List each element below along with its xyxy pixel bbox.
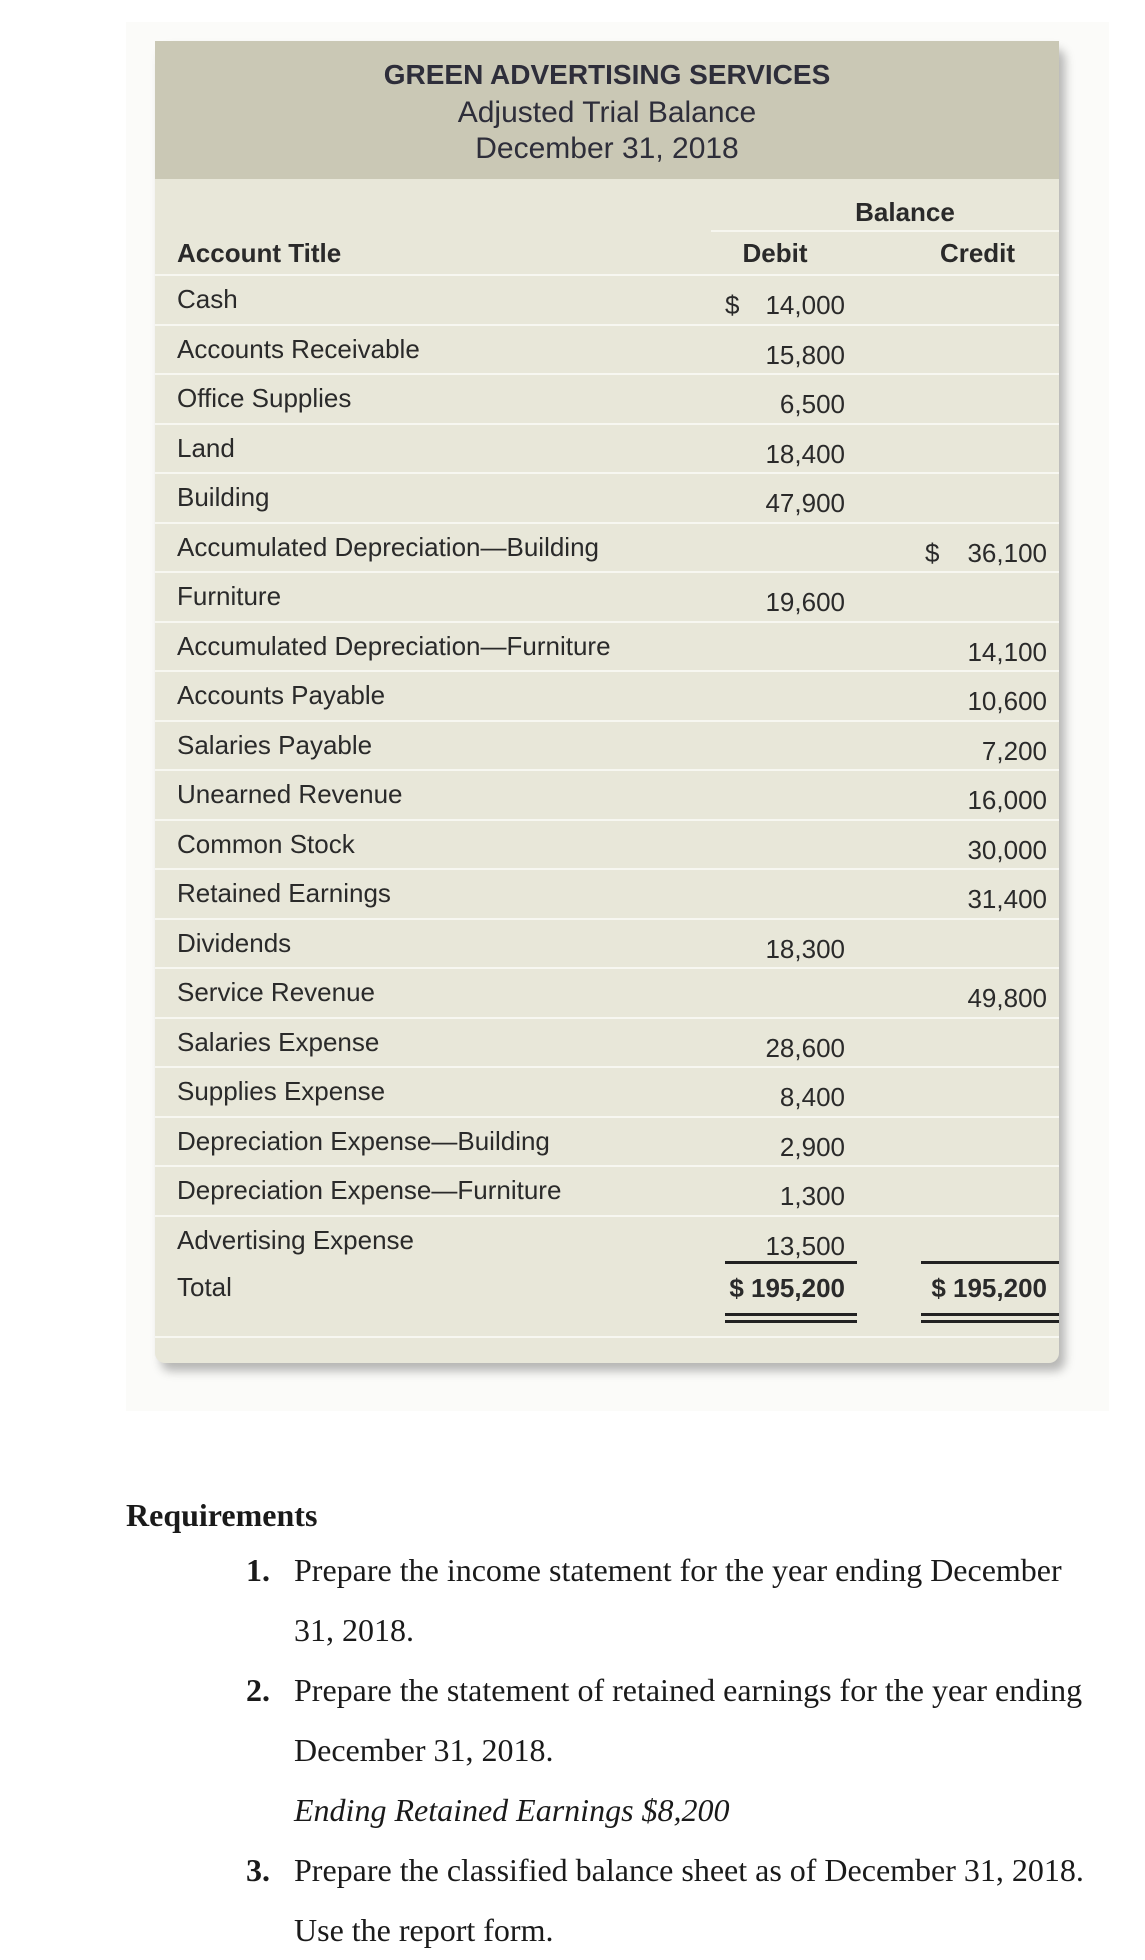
account-title: Advertising Expense <box>177 1224 415 1255</box>
credit-amount: 31,400 <box>967 884 1047 914</box>
credit-double-underline <box>921 1313 1059 1316</box>
account-title: Accumulated Depreciation—Building <box>177 531 600 562</box>
debit-amount: 19,600 <box>765 587 845 617</box>
table-row <box>155 274 1059 324</box>
total-credit: $ 195,200 <box>931 1273 1047 1303</box>
credit-amount: 49,800 <box>967 983 1047 1013</box>
account-title: Salaries Expense <box>177 1026 380 1057</box>
company-name: GREEN ADVERTISING SERVICES <box>383 59 831 90</box>
account-title: Supplies Expense <box>177 1076 386 1106</box>
table-row <box>155 423 1059 473</box>
table-row <box>155 967 1059 1017</box>
debit-amount: 15,800 <box>765 339 845 370</box>
table-row <box>155 918 1059 968</box>
table-row <box>155 670 1059 720</box>
account-title: Accounts Receivable <box>177 333 420 364</box>
statement-header <box>155 41 1059 179</box>
account-title: Depreciation Expense—Building <box>177 1125 550 1156</box>
credit-header: Credit <box>939 238 1016 268</box>
account-title: Office Supplies <box>177 383 352 413</box>
account-title: Salaries Payable <box>177 729 373 760</box>
requirement-text: Prepare the classified balance sheet as of December 31, 2018. Use the report form. <box>294 1852 1084 1948</box>
table-row <box>155 373 1059 423</box>
credit-amount: 7,200 <box>981 735 1047 766</box>
account-title: Retained Earnings <box>177 878 391 908</box>
debit-amount: 2,900 <box>779 1131 845 1162</box>
table-row <box>155 1116 1059 1166</box>
credit-double-underline <box>921 1320 1059 1323</box>
account-title: Common Stock <box>177 828 355 859</box>
account-title: Service Revenue <box>177 977 375 1007</box>
credit-amount: 16,000 <box>967 785 1047 815</box>
table-bottom-rule <box>155 1336 1059 1339</box>
statement-title: Adjusted Trial Balance <box>457 96 757 129</box>
table-row <box>155 522 1059 572</box>
table-row <box>155 769 1059 819</box>
table-row <box>155 472 1059 522</box>
table-row <box>155 621 1059 671</box>
debit-double-underline <box>725 1313 857 1316</box>
table-row <box>155 1165 1059 1215</box>
debit-header: Debit <box>742 238 808 268</box>
debit-dollar-sign: $ <box>725 290 740 320</box>
table-row <box>155 324 1059 374</box>
table-row <box>155 868 1059 918</box>
debit-amount: 47,900 <box>765 488 845 518</box>
requirement-item-2 <box>246 1660 1106 1840</box>
table-row <box>155 1215 1059 1265</box>
trial-balance-table <box>155 274 1059 1338</box>
credit-amount: 36,100 <box>967 537 1047 568</box>
table-row <box>155 819 1059 869</box>
account-title: Furniture <box>177 581 282 611</box>
account-title: Dividends <box>177 927 292 958</box>
requirements-section <box>126 1490 1106 1948</box>
total-debit: $ 195,200 <box>729 1273 845 1303</box>
debit-amount: 14,000 <box>765 290 845 320</box>
table-row <box>155 1017 1059 1067</box>
account-title: Depreciation Expense—Furniture <box>177 1175 562 1205</box>
debit-amount: 1,300 <box>779 1181 845 1211</box>
requirement-number: 1. <box>246 1552 270 1588</box>
requirement-text: Prepare the statement of retained earnings for the year ending December 31, 2018. <box>294 1672 1083 1768</box>
requirement-item-3 <box>246 1840 1106 1948</box>
account-title: Building <box>177 482 270 512</box>
credit-dollar-sign: $ <box>925 537 940 568</box>
requirement-number: 2. <box>246 1672 270 1708</box>
debit-sum-rule <box>725 1261 857 1264</box>
credit-amount: 10,600 <box>967 686 1047 716</box>
statement-date: December 31, 2018 <box>475 132 739 165</box>
debit-amount: 18,400 <box>765 438 845 469</box>
total-label: Total <box>177 1272 232 1302</box>
debit-double-underline <box>725 1320 857 1323</box>
credit-amount: 14,100 <box>967 636 1047 667</box>
requirements-heading: Requirements <box>126 1497 318 1533</box>
requirement-item-1 <box>246 1540 1106 1660</box>
debit-amount: 8,400 <box>779 1082 845 1112</box>
requirement-text: Prepare the income statement for the year ending December 31, 2018. <box>294 1552 1062 1648</box>
table-row <box>155 571 1059 621</box>
account-title: Land <box>177 432 235 463</box>
account-title: Unearned Revenue <box>177 779 403 809</box>
credit-amount: 30,000 <box>967 834 1047 865</box>
requirement-note: Ending Retained Earnings $8,200 <box>294 1792 730 1828</box>
debit-amount: 13,500 <box>765 1230 845 1261</box>
trial-balance-card <box>155 41 1059 1363</box>
debit-amount: 6,500 <box>779 389 845 419</box>
table-row <box>155 1066 1059 1116</box>
requirement-number: 3. <box>246 1852 270 1888</box>
total-row <box>155 1264 1059 1314</box>
account-title: Cash <box>177 284 238 314</box>
credit-sum-rule <box>921 1261 1059 1264</box>
account-title: Accounts Payable <box>177 680 386 710</box>
debit-amount: 28,600 <box>765 1032 845 1063</box>
balance-divider <box>711 230 1059 232</box>
debit-amount: 18,300 <box>765 933 845 964</box>
account-title: Accumulated Depreciation—Furniture <box>177 630 611 661</box>
table-row <box>155 720 1059 770</box>
account-title-header: Account Title <box>177 238 342 268</box>
balance-column-group-label: Balance <box>855 197 955 227</box>
